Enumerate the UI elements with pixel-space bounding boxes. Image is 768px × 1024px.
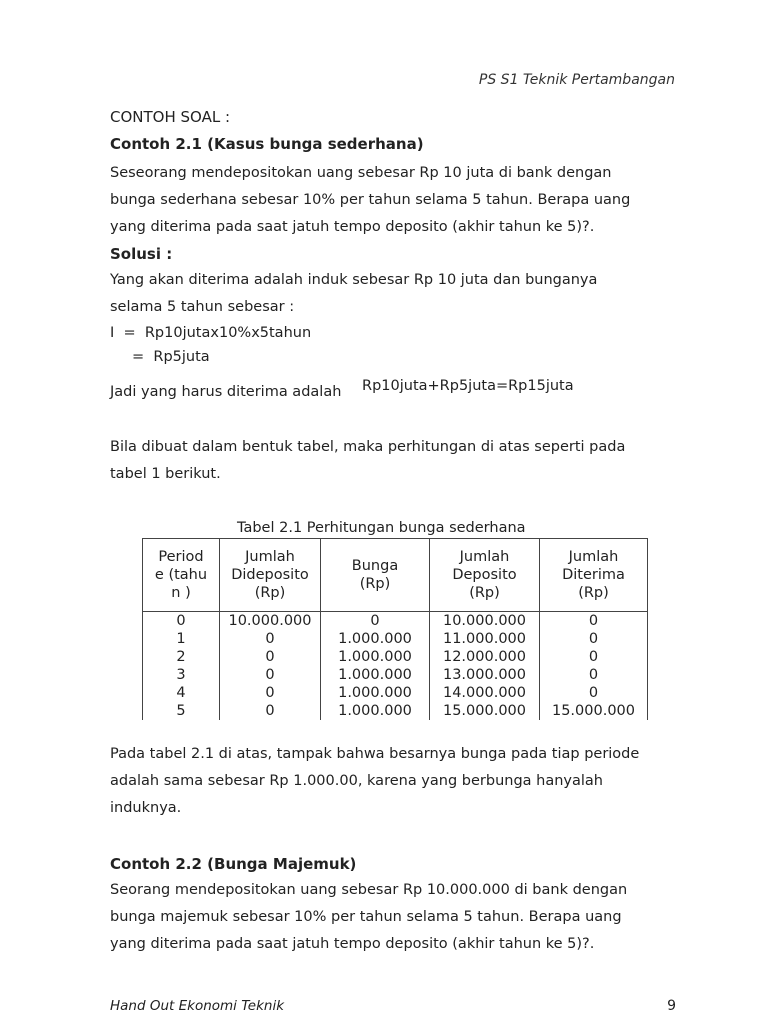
cell-deposit-total: 13.000.000 — [430, 666, 540, 684]
cell-received: 0 — [540, 612, 648, 631]
cell-deposited: 0 — [220, 684, 321, 702]
cell-deposited: 0 — [220, 702, 321, 720]
cell-deposited: 0 — [220, 666, 321, 684]
cell-deposit-total: 12.000.000 — [430, 648, 540, 666]
formula-line-1: I = Rp10jutax10%x5tahun — [110, 325, 312, 341]
cell-period: 5 — [143, 702, 220, 720]
cell-deposited: 0 — [220, 630, 321, 648]
interest-table — [142, 538, 648, 720]
cell-interest: 1.000.000 — [321, 648, 430, 666]
table-intro — [110, 434, 676, 488]
formula-line-2: = Rp5juta — [132, 349, 210, 365]
problem-line: Seseorang mendepositokan uang sebesar Rp 10 juta di bank dengan — [110, 165, 612, 181]
cell-received: 0 — [540, 648, 648, 666]
page-header: PS S1 Teknik Pertambangan — [478, 72, 675, 88]
table-row — [143, 666, 648, 684]
cell-interest: 1.000.000 — [321, 630, 430, 648]
cell-period: 1 — [143, 630, 220, 648]
header-received — [540, 539, 648, 612]
problem-line: yang diterima pada saat jatuh tempo deposito (akhir tahun ke 5)?. — [110, 936, 595, 952]
table-caption: Tabel 2.1 Perhitungan bunga sederhana — [237, 520, 526, 536]
header-interest — [321, 539, 430, 612]
note-line: Pada tabel 2.1 di atas, tampak bahwa besarnya bunga pada tiap periode — [110, 746, 640, 762]
cell-period: 4 — [143, 684, 220, 702]
note-line: adalah sama sebesar Rp 1.000.00, karena yang berbunga hanyalah — [110, 773, 603, 789]
solution-label: Solusi : — [110, 245, 173, 263]
example2-problem — [110, 877, 676, 958]
example2-title: Contoh 2.2 (Bunga Majemuk) — [110, 855, 357, 873]
table-header-row — [143, 539, 648, 612]
problem-line: bunga majemuk sebesar 10% per tahun selama 5 tahun. Berapa uang — [110, 909, 622, 925]
cell-period: 0 — [143, 612, 220, 631]
header-interest-label: Bunga (Rp) — [351, 558, 399, 592]
table-row — [143, 612, 648, 631]
header-deposited-label: Jumlah Dideposito (Rp) — [231, 549, 309, 601]
example1-problem — [110, 160, 676, 241]
solution-line: selama 5 tahun sebesar : — [110, 299, 295, 315]
cell-period: 2 — [143, 648, 220, 666]
table-note — [110, 741, 676, 822]
cell-received: 0 — [540, 684, 648, 702]
cell-period: 3 — [143, 666, 220, 684]
solution-text — [110, 267, 676, 321]
cell-interest: 1.000.000 — [321, 684, 430, 702]
section-title: CONTOH SOAL : — [110, 108, 231, 126]
problem-line: yang diterima pada saat jatuh tempo deposito (akhir tahun ke 5)?. — [110, 219, 595, 235]
header-received-label: Jumlah Diterima (Rp) — [562, 549, 625, 601]
footer-title: Hand Out Ekonomi Teknik — [110, 998, 285, 1014]
cell-interest: 1.000.000 — [321, 666, 430, 684]
header-period — [143, 539, 220, 612]
page-number: 9 — [667, 998, 676, 1014]
cell-received: 15.000.000 — [540, 702, 648, 720]
table-row — [143, 684, 648, 702]
cell-interest: 0 — [321, 612, 430, 631]
conclusion-formula: Rp10juta+Rp5juta=Rp15juta — [362, 378, 574, 394]
cell-deposit-total: 10.000.000 — [430, 612, 540, 631]
problem-line: Seorang mendepositokan uang sebesar Rp 10.000.000 di bank dengan — [110, 882, 628, 898]
cell-deposited: 10.000.000 — [220, 612, 321, 631]
intro-line: tabel 1 berikut. — [110, 466, 221, 482]
table-row — [143, 702, 648, 720]
solution-line: Yang akan diterima adalah induk sebesar Rp 10 juta dan bunganya — [110, 272, 598, 288]
cell-deposit-total: 11.000.000 — [430, 630, 540, 648]
cell-deposit-total: 14.000.000 — [430, 684, 540, 702]
problem-line: bunga sederhana sebesar 10% per tahun selama 5 tahun. Berapa uang — [110, 192, 631, 208]
conclusion-text: Jadi yang harus diterima adalah — [110, 384, 342, 400]
cell-received: 0 — [540, 630, 648, 648]
example1-title: Contoh 2.1 (Kasus bunga sederhana) — [110, 135, 424, 153]
note-line: induknya. — [110, 800, 182, 816]
header-deposit-total-label: Jumlah Deposito (Rp) — [452, 549, 517, 601]
cell-interest: 1.000.000 — [321, 702, 430, 720]
table-row — [143, 648, 648, 666]
header-deposited — [220, 539, 321, 612]
header-deposit-total — [430, 539, 540, 612]
cell-deposited: 0 — [220, 648, 321, 666]
header-period-label: Period e (tahun ) — [154, 549, 208, 601]
cell-deposit-total: 15.000.000 — [430, 702, 540, 720]
table-row — [143, 630, 648, 648]
intro-line: Bila dibuat dalam bentuk tabel, maka perhitungan di atas seperti pada — [110, 439, 626, 455]
cell-received: 0 — [540, 666, 648, 684]
